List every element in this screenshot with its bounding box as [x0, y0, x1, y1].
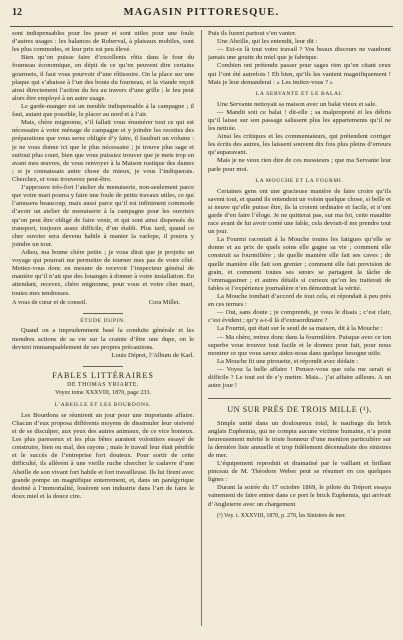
- paragraph: Adieu, ma bonne chère petite ; je vous dirai que je projette un voyage qui pourrait me permettre de tourner mes pas de votre côté. Mettez-vous donc en mesure de recevoir l’inspecteur général de manière qu’il n’ait que des louanges à donner à votre installation. En attendant, recevez, chère mignonne, pour vous et votre cher mari, toutes mes tendresses.: [12, 248, 194, 297]
- closing-line: A vous de cœur et de conseil.: [12, 298, 88, 306]
- paragraph: L’équipement reproduit et dramatisé par le vaillant et brillant pinceau de M. Théodore Weber peut se résumer en ces quelques lignes :: [208, 460, 391, 484]
- paragraph: Une Abeille, qui les entendit, leur dit :: [217, 38, 318, 46]
- paragraph: — Mandit soit ce balai ! dit-elle ; sa malpropreté et les débris qu’il laisse sur son passage salissent plus les appartements qu’il ne les nettoie.: [208, 108, 391, 133]
- paragraph: La Mouche fit une pirouette, et répondit avec dédain :: [217, 357, 359, 365]
- paragraph: — Oui, sans doute ; je comprends, je vous le disais ; c’est clair, c’est évident ; qu’y a-t-il là d’extraordinaire ?: [208, 309, 391, 325]
- paragraph: Puis ils furent partout s’en vanter.: [208, 30, 297, 37]
- paragraph: — Ma chère, entrez donc dans la fourmilière. Puisque avec ce ton superbe vous trouvez tout facile et le donnez pour fait, pour nous montrer ce que vous savez aidez-nous dans quelque besogne utile.: [208, 333, 391, 357]
- paragraph: Mais je ne veux rien dire de ces messieurs ; que ma Servante leur parle pour moi.: [208, 157, 391, 173]
- right-column: [208, 30, 391, 634]
- section-title: ÉTUDE DUPIN.: [80, 317, 126, 324]
- left-column: [12, 30, 194, 634]
- paragraph: sont indispensables pour les peser et sont utiles pour une foule d’autres usages : les balances de Roberval, à plateaux mobiles, sont les plus commodes, et leur prix est peu élevé.: [12, 30, 194, 54]
- fable-title: LA SERVANTE ET LE BALAI.: [255, 90, 344, 97]
- letter-signature: [12, 299, 194, 307]
- paragraph: La Fourmi racontait à la Mouche toutes les fatigues qu’elle se donne et au prix de quels soins elle gagne sa vie ; comment elle construit sa fourmilière ; de quelle manière elle fait ses caves ; de quelle manière elle fait son grenier ; comment elle fait provision de grain, et comment toutes ses sœurs se partagent la tâche de l’emmagasiner ; et autres détails si curieux qu’on les traiterait de fables si l’expérience journalière n’en démontrait la vérité.: [208, 236, 391, 292]
- section-divider: [208, 398, 391, 399]
- fable-title: LA MOUCHE ET LA FOURMI.: [255, 177, 344, 184]
- article-title: FABLES LITTÉRAIRES: [52, 370, 154, 380]
- paragraph: La Fourmi, qui était sur le seuil de sa maison, dit à la Mouche :: [217, 325, 383, 333]
- footnote: (¹) Voy. t. XXXVIII, 1870, p. 270, les Sinistres de mer.: [217, 512, 346, 519]
- paragraph: Bien qu’on puisse faire d’excellents rôtis dans le four du fourneau économique, en dépit de ce qu’en peuvent dire certains gourmets, il faut vous pourvoir d’une rôtissoire. On la place sur une plaque qui s’abaisse à l’un des bouts du fourneau, et la viande reçoit ainsi directement l’action du feu au travers d’une grille ; le feu peut alors être employé à un autre usage.: [12, 54, 194, 102]
- page-title: MAGASIN PITTORESQUE.: [123, 7, 280, 18]
- paragraph: — Est-ce là tout votre travail ? Vos beaux discours ne vaudront jamais une goutte du miel que je fabrique.: [208, 46, 391, 62]
- paragraph: J’approuve très-fort l’atelier de menuiserie, non-seulement parce que votre mari pourra y faire une foule de petits travaux utiles, ce qui l’amusera beaucoup, mais aussi parce qu’il est infiniment commode d’avoir un atelier de menuiserie à la campagne pour les ouvriers qu’on peut être obligé de faire venir, et qui sont ainsi dispensés du transport, toujours assez difficile, d’un établi. Plus tard, quand ce cher ouvrier sera devenu habile à manier la varlope, il pourra y joindre un tour.: [12, 184, 194, 248]
- paragraph: Simple unité dans un douloureux total, le naufrage du brick anglais Euphemia, qui ne compta aucune victime humaine, n’a point heureusement mérité le triste honneur d’une mention particulière sur la dernière liste annuelle et trop fidèlement décennaliste des sinistres de mer.: [208, 419, 391, 459]
- paragraph: Combien ont prétendu passer pour sages rien qu’en citant ceux qui l’ont été autrefois ! Eh bien, qu’ils les vantent magnifiquement ! Mais je leur demanderai : « Les imitez-vous ? »: [208, 62, 391, 86]
- page-number: 12: [12, 7, 22, 18]
- column-divider: [201, 30, 202, 626]
- paragraph: Ainsi les critiques et les commentateurs, qui prétendent corriger les écrits des autres, les laissent souvent dix fois plus pleins d’erreurs qu’auparavant.: [208, 133, 391, 157]
- article-reference: Voyez tome XXXVIII, 1870, page 233.: [54, 390, 151, 397]
- citation: Louis Dépret, l’Album de Karl.: [111, 351, 194, 359]
- section-divider: [83, 313, 123, 314]
- fable-title: L’ABEILLE ET LES BOURDONS.: [54, 401, 152, 408]
- paragraph: — Voyez la belle affaire ! Pensez-vous que cela me serait si difficile ? Le tout est de s’y mettre. Mais... j’ai affaire ailleurs. A un autre jour !: [208, 366, 391, 390]
- paragraph: Les Bourdons se réunirent un jour pour une importante affaire. Chacun d’eux proposa différents moyens de dissimuler leur oisiveté et de se disculper, aux yeux des autres animaux, de ce vice honteux. Les plus paresseux et les plus bêtes auraient volontiers essayé de construire, bien ou mal, des rayons ; mais le travail leur était pénible et le succès de l’entreprise fort douteux. Pour sortir de cette difficulté, ils allèrent à une vieille ruche chercher le cadavre d’une Abeille de son vivant fort habile et fort travailleuse. Ils lui firent avec grande pompe un magnifique enterrement, et, dans un panégyrique destiné à l’immortalité, louèrent son industrie dans l’art de faire le doux miel et la douce cire.: [12, 411, 194, 500]
- paragraph: Une Servante nettoyait sa maison avec un balai vieux et sale.: [217, 100, 377, 108]
- article-author: DE THOMAS YRIARTE.: [67, 382, 139, 389]
- paragraph: Durant la soirée du 17 octobre 1869, le pilote du Tréport essaya vainement de faire entrer dans ce port le brick Euphemia, qui arrivait d’Angleterre avec un chargement: [208, 484, 391, 508]
- section-divider: [83, 366, 123, 367]
- paragraph: Quand on a imprudemment basé la conduite générale et les mondres actions de sa vie sur la crainte d’être une dupe, on le devient immanquablement de ses propres précautions.: [12, 327, 194, 351]
- article-title: UN SUR PRÈS DE TROIS MILLE (¹).: [227, 405, 372, 415]
- paragraph: Le garde-manger est un meuble indispensable à la campagne ; il faut, autant que possible, le placer au nord et à l’air.: [12, 102, 194, 119]
- paragraph: Certaines gens ont une gracieuse manière de faire croire qu’ils savent tout, et quand ils entendent un voisin quelque chose, si belle et si neuve qu’elle puisse être, ils la croient ordinaire et facile, et n’ont garde d’en faire l’éloge. Je ne quitterai pas, sur ma foi, cette maudite race avant de lui avoir conté une fable, cela devrait-il me prendre tout un jour.: [208, 187, 391, 236]
- page-header: [10, 4, 393, 27]
- paragraph: La Mouche tombait d’accord de tout cela, et répondait à peu près en ces termes :: [208, 293, 391, 309]
- paragraph: Mais, chère mignonne, s’il fallait vous énumérer tout ce qui est nécessaire à votre ménage de campagne et y joindre les recettes des préparations que vous serez obligée d’y faire, il faudrait un volume : je ne vous donne ici que le plus nécessaire ; je trouve plus sage et surtout plus court, bien que vous puissiez trouver que je mets trop en avant mes œuvres, de vous renvoyer à la Maison rustique des dames ; si je connaissais autre chose de mieux, je vous l’indiquerais. Cherchez, et vous trouverez peut-être.: [12, 119, 194, 183]
- author-name: Cora Millet.: [148, 298, 180, 306]
